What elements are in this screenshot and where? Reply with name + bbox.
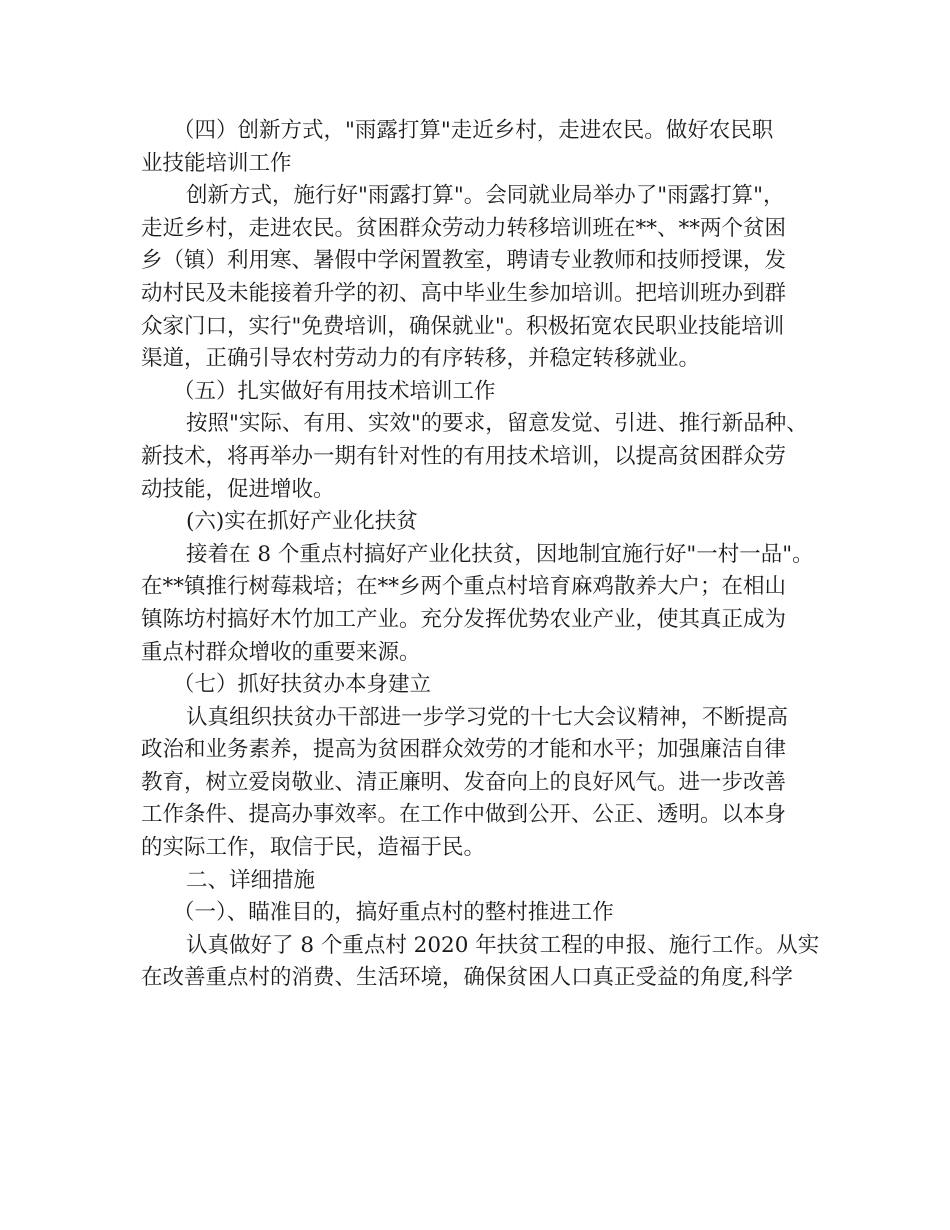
section-heading-5: （五）扎实做好有用技术培训工作 [173,378,496,404]
text-line: 认真组织扶贫办干部进一步学习党的十七大会议精神，不断提高 [186,704,789,730]
text-line: 在改善重点村的消费、生活环境，确保贫困人口真正受益的角度,科学 [141,965,793,991]
text-line: 众家门口，实行"免费培训，确保就业"。积极拓宽农民职业技能培训 [141,313,785,339]
text-line: 教育，树立爱岗敬业、清正廉明、发奋向上的良好风气。进一步改善 [141,769,787,795]
text-line: 工作条件、提高办事效率。在工作中做到公开、公正、透明。以本身 [141,802,787,828]
document-body [141,115,831,995]
text-line: 动技能，促进增收。 [141,476,335,502]
text-line: 重点村群众增收的重要来源。 [141,639,421,665]
text-line: 业技能培训工作 [141,150,292,176]
section-heading-7: （七）抓好扶贫办本身建立 [173,672,432,698]
text-line: 镇陈坊村搞好木竹加工产业。充分发挥优势农业产业，使其真正成为 [141,606,787,632]
section-heading-measures: 二、详细措施 [186,867,316,893]
text-line: 新技术，将再举办一期有针对性的有用技术培训，以提高贫困群众劳 [141,443,787,469]
text-line: 乡（镇）利用寒、暑假中学闲置教室，聘请专业教师和技师授课，发 [141,248,787,274]
text-line: 创新方式，施行好"雨露打算"。会同就业局举办了"雨露打算"， [186,183,785,209]
text-line: 接着在 8 个重点村搞好产业化扶贫，因地制宜施行好"一村一品"。 [186,541,814,567]
text-line: 渠道，正确引导农村劳动力的有序转移，并稳定转移就业。 [141,346,701,372]
text-line: 走近乡村，走进农民。贫困群众劳动力转移培训班在**、**两个贫困 [141,215,787,241]
section-heading-4: （四）创新方式，"雨露打算"走近乡村，走进农民。做好农民职 [173,118,774,143]
section-heading-6: (六)实在抓好产业化扶贫 [186,509,418,535]
text-line: 在**镇推行树莓栽培；在**乡两个重点村培育麻鸡散养大户；在相山 [141,574,787,600]
text-line: 动村民及未能接着升学的初、高中毕业生参加培训。把培训班办到群 [141,280,787,306]
text-line: 政治和业务素养，提高为贫困群众效劳的才能和水平；加强廉洁自律 [141,737,787,763]
text-line: 的实际工作，取信于民，造福于民。 [141,835,486,861]
text-line: 认真做好了 8 个重点村 2020 年扶贫工程的申报、施行工作。从实 [186,932,820,958]
subsection-heading-1: （一）、瞄准目的，搞好重点村的整村推进工作 [173,900,614,926]
text-line: 按照"实际、有用、实效"的要求，留意发觉、引进、推行新品种、 [186,411,808,437]
